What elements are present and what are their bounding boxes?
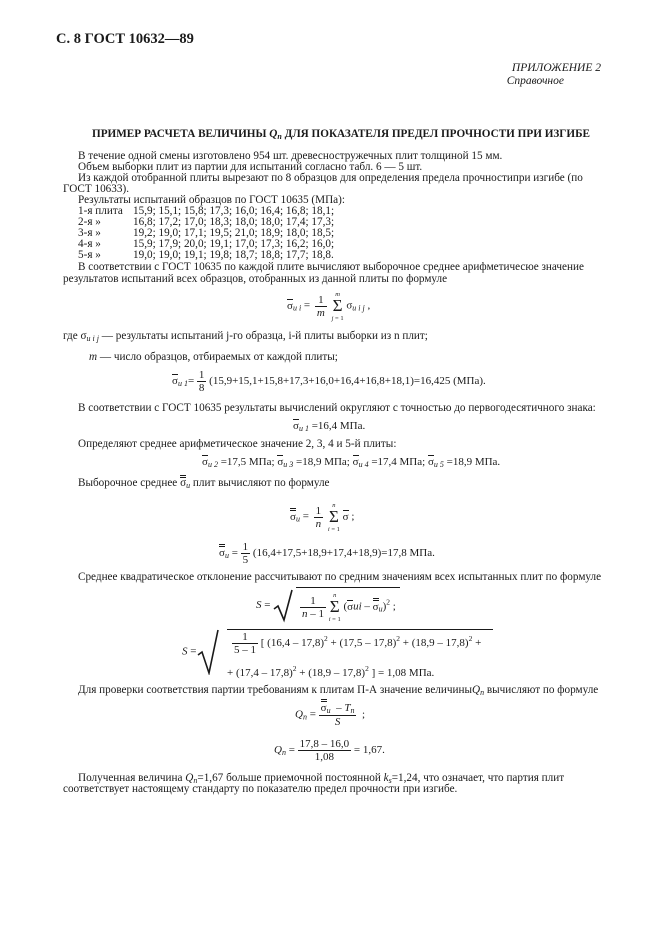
result-row-1: 1-я плита 15,9; 15,1; 15,8; 17,3; 16,0; 16,4; 16,8; 18,1;	[78, 205, 335, 217]
formula-calc-plate-1: $\sigma_{u 1}=$ $\frac{1}{8}$ (15,9+15,1+15,8+17,3+16,0+16,4+16,8+18,1)=16,425 (МПа).	[172, 369, 486, 394]
results-list	[78, 206, 334, 261]
paragraph-1: В течение одной смены изготовлено 954 шт. древесностружечных плит толщиной 15 мм.	[78, 150, 503, 162]
paragraph-6: В соответствии с ГОСТ 10635 результаты вычислений округляют с точностью до первогодесятичного знака:	[78, 402, 596, 414]
formula-std-dev-calc: S =	[182, 629, 219, 675]
where-clause-1: где $\sigma_{u i j}$ — результаты испытаний j-го образца, i-й плиты выборки из n плит;	[63, 330, 428, 343]
paragraph-3a: Из каждой отобранной плиты вырезают по 8 образцов для определения предела прочностипри изгибе (по	[78, 172, 583, 184]
paragraph-5b: результатов испытаний всех образцов, отобранных из данной плиты по формуле	[63, 273, 448, 285]
formula-qn: $Q_n$ = $\frac{\sigma_u - T_n}{S}$ ;	[295, 702, 366, 728]
paragraph-7: Определяют среднее арифметическое значение 2, 3, 4 и 5-й плиты:	[78, 438, 397, 450]
formula-std-dev: S = $\frac{1}{n - 1}$ n Σ i = 1 $(\sigma ui - \sigma_u)^2$ ;	[256, 587, 400, 624]
formula-grand-mean: $\sigma_u$ = $\frac{1}{n}$ n Σ i = 1 σ ;	[290, 502, 355, 533]
page-header: С. 8 ГОСТ 10632—89	[56, 31, 194, 47]
radical-sign-icon	[273, 589, 293, 623]
section-title: ПРИМЕР РАСЧЕТА ВЕЛИЧИНЫ $Q_n$ ДЛЯ ПОКАЗАТЕЛЯ ПРЕДЕЛ ПРОЧНОСТИ ПРИ ИЗГИБЕ	[92, 128, 590, 141]
formula-qn-calc: $Q_n$ = $\frac{17,8 - 16,0}{1,08}$ = 1,67.	[274, 738, 385, 763]
formula-mean-plate: $\sigma_{u i}$ = $\frac{1}{m}$ m Σ j = 1 $\sigma_{u i j}$ ,	[287, 291, 371, 322]
result-row-5: 5-я » 19,0; 19,0; 19,1; 19,8; 18,7; 18,8; 17,7; 18,8.	[78, 249, 334, 261]
appendix-subtitle: Справочное	[506, 75, 564, 87]
paragraph-4: Результаты испытаний образцов по ГОСТ 10635 (МПа):	[78, 194, 345, 206]
paragraph-8: Выборочное среднее $\sigma_u$ плит вычисляют по формуле	[78, 477, 330, 490]
appendix-title: ПРИЛОЖЕНИЕ 2	[511, 62, 601, 74]
formula-rounded-plate-1: $\sigma_{u 1} =16,4$ МПа.	[293, 420, 366, 433]
result-row-2: 2-я » 16,8; 17,2; 17,0; 18,3; 18,0; 18,0; 17,4; 17,3;	[78, 216, 335, 228]
paragraph-2: Объем выборки плит из партии для испытаний согласно табл. 6 — 5 шт.	[78, 161, 423, 173]
paragraph-3b: ГОСТ 10633).	[63, 183, 129, 195]
formula-grand-mean-calc: $\sigma_u$ = $\frac{1}{5}$ (16,4+17,5+18,9+17,4+18,9)=17,8 МПа.	[219, 541, 435, 566]
radical-sign-large-icon	[197, 629, 219, 675]
paragraph-11a: Полученная величина $Q_n=1,67$ больше приемочной постоянной $k_s=1,24$, что означает, что партия плит	[78, 772, 565, 785]
radical-bar	[227, 629, 493, 630]
where-clause-2: m — число образцов, отбираемых от каждой плиты;	[89, 351, 338, 363]
paragraph-9: Среднее квадратическое отклонение рассчитывают по средним значениям всех испытанных плит по формуле	[78, 571, 602, 583]
result-row-3: 3-я » 19,2; 19,0; 17,1; 19,5; 21,0; 18,9; 18,0; 18,5;	[78, 227, 335, 239]
formula-std-dev-line-1: $\frac{1}{5 - 1}$ [ (16,4 – 17,8)$^2$ + (17,5 – 17,8)$^2$ + (18,9 – 17,8)$^2$ +	[234, 631, 482, 656]
paragraph-11b: соответствует настоящему стандарту по показателю предел прочности при изгибе.	[63, 783, 458, 795]
result-row-4: 4-я » 15,9; 17,9; 20,0; 19,1; 17,0; 17,3; 16,2; 16,0;	[78, 238, 335, 250]
paragraph-10: Для проверки соответствия партии требованиям к плитам П-А значение величиныQ$_n$ вычисляют по формуле	[78, 684, 599, 697]
formula-std-dev-line-2: + (17,4 – 17,8)$^2$ + (18,9 – 17,8)$^2$ ] = 1,08 МПа.	[227, 664, 435, 679]
paragraph-5a: В соответствии с ГОСТ 10635 по каждой плите вычисляют выборочное среднее арифметичесюе значение	[78, 261, 584, 273]
formula-means-plates-2-5: $\sigma_{u 2} =17,5$ МПа; $\sigma_{u 3} =18,9$ МПа; $\sigma_{u 4} =17,4$ МПа; $\sigma_{u 5} =18,9$ МПа.	[202, 456, 501, 469]
